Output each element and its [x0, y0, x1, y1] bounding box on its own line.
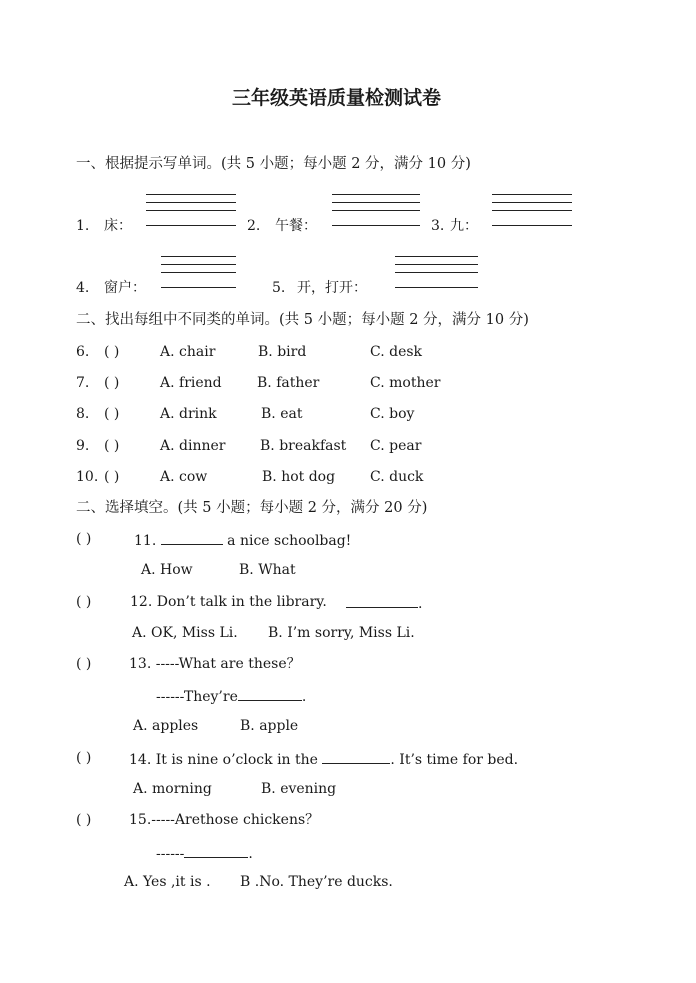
q15-blank[interactable]	[184, 844, 248, 858]
q6-option-b: B. bird	[258, 344, 307, 360]
section-heading-3: 二、选择填空。(共 5 小题；每小题 2 分，满分 20 分)	[76, 500, 428, 516]
q15-answer-bracket[interactable]: ( )	[76, 812, 92, 828]
page-title: 三年级英语质量检测试卷	[232, 87, 442, 109]
q13-stem: 13. -----What are these？	[129, 656, 301, 672]
q12-option-a: A. OK, Miss Li.	[132, 625, 238, 641]
q13-option-a: A. apples	[133, 718, 199, 734]
q10-option-a: A. cow	[160, 469, 208, 485]
q9-option-c: C. pear	[370, 438, 422, 454]
answer-lines-1[interactable]	[146, 194, 236, 228]
q6-option-c: C. desk	[370, 344, 423, 360]
q10-answer-bracket[interactable]: ( )	[104, 469, 120, 485]
q9-option-a: A. dinner	[160, 438, 226, 454]
q14-stem	[129, 750, 518, 768]
q11-option-b: B. What	[239, 562, 296, 578]
q10-option-c: C. duck	[370, 469, 424, 485]
q6-number: 6.	[76, 344, 90, 360]
q14-stem-tail: . It’s time for bed.	[390, 752, 519, 768]
q14-blank[interactable]	[322, 750, 390, 764]
answer-lines-2[interactable]	[332, 194, 420, 228]
item-hint-5: 开，打开：	[297, 280, 367, 296]
q12-stem: 12. Don’t talk in the library.	[130, 594, 327, 610]
q13-blank[interactable]	[238, 687, 302, 701]
section-heading-2: 二、找出每组中不同类的单词。(共 5 小题；每小题 2 分，满分 10 分)	[76, 312, 529, 328]
section-heading-1: 一、根据提示写单词。(共 5 小题；每小题 2 分，满分 10 分)	[76, 156, 471, 172]
q8-option-b: B. eat	[261, 406, 303, 422]
q7-answer-bracket[interactable]: ( )	[104, 375, 120, 391]
answer-lines-3[interactable]	[492, 194, 572, 228]
q7-option-a: A. friend	[160, 375, 222, 391]
q15-option-a: A. Yes ,it is .	[124, 874, 211, 890]
answer-lines-4[interactable]	[161, 256, 236, 290]
q11-answer-bracket[interactable]: ( )	[76, 531, 92, 547]
q15-reply	[156, 844, 253, 862]
q9-number: 9.	[76, 438, 90, 454]
q15-reply-text: ------	[156, 846, 185, 862]
item-number-2: 2.	[247, 218, 261, 234]
q11-blank[interactable]	[161, 531, 223, 545]
q14-answer-bracket[interactable]: ( )	[76, 750, 92, 766]
answer-lines-5[interactable]	[395, 256, 478, 290]
q7-number: 7.	[76, 375, 90, 391]
q9-option-b: B. breakfast	[260, 438, 347, 454]
q11-stem-text: a nice schoolbag!	[227, 533, 352, 549]
item-number-1: 1.	[76, 218, 90, 234]
q7-option-c: C. mother	[370, 375, 441, 391]
q8-option-a: A. drink	[160, 406, 217, 422]
q11-option-a: A. How	[141, 562, 193, 578]
q7-option-b: B. father	[257, 375, 320, 391]
q8-number: 8.	[76, 406, 90, 422]
q13-reply-text: ------They’re	[156, 689, 238, 705]
q15-option-b: B .No. They’re ducks.	[240, 874, 393, 890]
item-hint-2: 午餐：	[275, 218, 317, 234]
item-number-4: 4.	[76, 280, 90, 296]
q12-answer-bracket[interactable]: ( )	[76, 594, 92, 610]
q14-option-a: A. morning	[133, 781, 212, 797]
q10-option-b: B. hot dog	[262, 469, 336, 485]
q8-option-c: C. boy	[370, 406, 415, 422]
q15-stem: 15.-----Arethose chickens？	[129, 812, 320, 828]
q12-period: .	[418, 596, 423, 612]
q12-blank-line	[346, 594, 422, 612]
q15-period: .	[248, 846, 253, 862]
q9-answer-bracket[interactable]: ( )	[104, 438, 120, 454]
q14-option-b: B. evening	[261, 781, 337, 797]
q11-number: 11.	[134, 533, 157, 549]
q13-answer-bracket[interactable]: ( )	[76, 656, 92, 672]
q13-reply	[156, 687, 306, 705]
item-hint-4: 窗户：	[104, 280, 146, 296]
q11-stem	[134, 531, 351, 549]
q13-period: .	[301, 689, 307, 705]
q13-option-b: B. apple	[240, 718, 299, 734]
q10-number: 10.	[76, 469, 99, 485]
item-hint-3: 九：	[450, 218, 478, 234]
item-hint-1: 床：	[104, 218, 132, 234]
item-number-3: 3.	[431, 218, 445, 234]
q6-answer-bracket[interactable]: ( )	[104, 344, 120, 360]
item-number-5: 5.	[272, 280, 286, 296]
q12-option-b: B. I’m sorry, Miss Li.	[268, 625, 415, 641]
q8-answer-bracket[interactable]: ( )	[104, 406, 120, 422]
q6-option-a: A. chair	[160, 344, 216, 360]
q14-stem-text: 14. It is nine o’clock in the	[129, 752, 318, 768]
q12-blank[interactable]	[346, 594, 418, 608]
